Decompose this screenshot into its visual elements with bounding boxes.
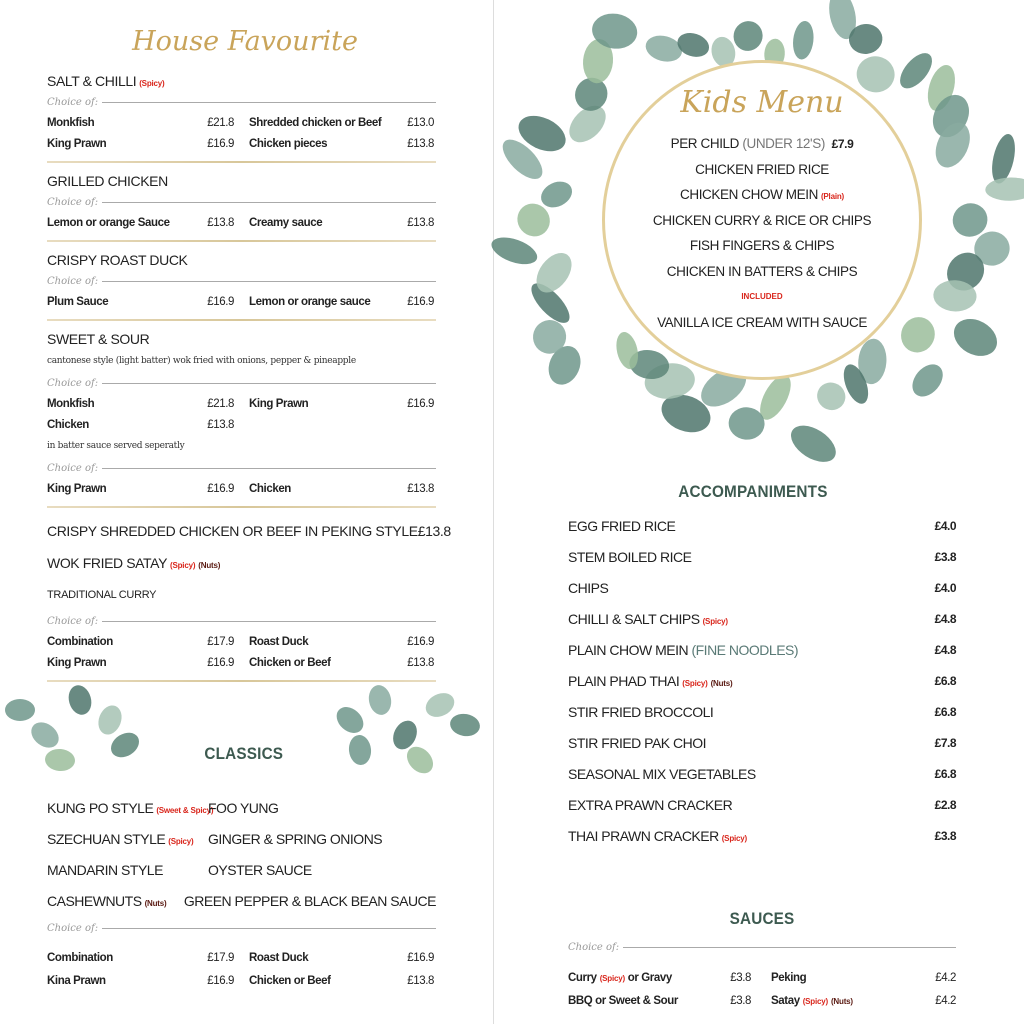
option-price: £16.9 bbox=[207, 137, 234, 150]
nuts-tag: (Nuts) bbox=[144, 898, 167, 908]
option-name: Chicken bbox=[249, 482, 291, 495]
menu-option bbox=[47, 217, 234, 229]
option-row bbox=[47, 631, 436, 652]
included-label: INCLUDED bbox=[741, 292, 783, 301]
item-name: CHILLI & SALT CHIPS (Spicy) bbox=[568, 610, 728, 627]
menu-option bbox=[249, 217, 434, 229]
divider-line bbox=[102, 281, 436, 282]
leaf-shape bbox=[347, 734, 372, 766]
leaf-shape bbox=[643, 32, 685, 66]
menu-option bbox=[47, 483, 234, 495]
separator-line bbox=[47, 680, 436, 682]
menu-option bbox=[771, 972, 956, 984]
style-name: MANDARIN STYLE bbox=[47, 861, 163, 878]
leaf-shape bbox=[94, 702, 125, 738]
kids-item: CHICKEN FRIED RICE bbox=[695, 161, 829, 177]
accompaniment-item bbox=[568, 820, 956, 851]
menu-option bbox=[47, 398, 234, 410]
accompaniment-item bbox=[568, 603, 956, 634]
dish-name: SWEET & SOUR bbox=[47, 331, 150, 347]
accompaniment-item bbox=[568, 789, 956, 820]
dish-name: SALT & CHILLI (Spicy) bbox=[47, 73, 165, 89]
choice-of-divider bbox=[47, 192, 436, 212]
dish-heading bbox=[47, 515, 451, 547]
option-price: £13.8 bbox=[207, 216, 234, 229]
nuts-tag: (Nuts) bbox=[198, 561, 221, 570]
choice-of-divider bbox=[47, 916, 436, 940]
option-name: Creamy sauce bbox=[249, 216, 323, 229]
item-price: £3.8 bbox=[934, 828, 956, 843]
choice-label: Choice of: bbox=[47, 377, 99, 389]
leaf-shape bbox=[791, 20, 815, 61]
leaf-shape bbox=[785, 418, 843, 469]
per-child-label: PER CHILD bbox=[670, 136, 740, 151]
menu-option bbox=[249, 117, 434, 129]
menu-option bbox=[249, 975, 434, 987]
option-price: £13.8 bbox=[407, 216, 434, 229]
choice-of-divider bbox=[568, 937, 956, 957]
option-price: £4.2 bbox=[935, 971, 956, 984]
kids-menu bbox=[602, 60, 922, 380]
choice-of-divider bbox=[47, 92, 436, 112]
item-name: STIR FRIED PAK CHOI bbox=[568, 734, 707, 751]
sauce-name: FOO YUNG bbox=[208, 799, 279, 816]
spicy-tag: (Plain) bbox=[820, 192, 844, 201]
item-price: £6.8 bbox=[934, 673, 956, 688]
menu-option bbox=[47, 952, 234, 964]
option-name: BBQ or Sweet & Sour bbox=[568, 994, 678, 1007]
item-price: £6.8 bbox=[934, 766, 956, 781]
leaf-shape bbox=[729, 17, 766, 55]
item-name: CHIPS bbox=[568, 579, 609, 596]
accompaniment-item bbox=[568, 572, 956, 603]
option-name: Combination bbox=[47, 951, 113, 964]
option-row bbox=[47, 478, 436, 499]
per-child-line bbox=[605, 131, 919, 157]
choice-of-divider bbox=[47, 458, 436, 478]
separator-line bbox=[47, 319, 436, 321]
style-row bbox=[47, 792, 436, 823]
divider-line bbox=[102, 621, 436, 622]
spicy-tag: (Spicy) bbox=[170, 561, 196, 570]
choice-label: Choice of: bbox=[47, 615, 99, 627]
option-row bbox=[47, 133, 436, 154]
leaf-shape bbox=[5, 699, 35, 721]
leaf-shape bbox=[906, 358, 949, 402]
spicy-tag: (Spicy) bbox=[702, 616, 728, 626]
house-favourite-title: House Favourite bbox=[132, 26, 358, 57]
style-name: SZECHUAN STYLE (Spicy) bbox=[47, 830, 194, 847]
menu-option bbox=[47, 636, 234, 648]
item-name: STEM BOILED RICE bbox=[568, 548, 692, 565]
option-row bbox=[568, 989, 956, 1012]
option-name: Chicken or Beef bbox=[249, 656, 331, 669]
sauce-name: GREEN PEPPER & BLACK BEAN SAUCE bbox=[183, 892, 436, 909]
option-name: Kina Prawn bbox=[47, 974, 106, 987]
leaf-shape bbox=[488, 232, 541, 269]
dish-description: cantonese style (light batter) wok fried with onions, pepper & pineapple bbox=[47, 356, 356, 366]
style-row bbox=[47, 823, 436, 854]
choice-label: Choice of: bbox=[47, 196, 99, 208]
option-price: £4.2 bbox=[935, 994, 956, 1007]
option-name: King Prawn bbox=[47, 137, 107, 150]
divider-line bbox=[623, 947, 956, 948]
divider-line bbox=[102, 102, 436, 103]
spicy-tag: (Spicy) bbox=[168, 836, 194, 846]
option-price: £16.9 bbox=[407, 295, 434, 308]
menu-option bbox=[249, 657, 434, 669]
option-name: Lemon or orange sauce bbox=[249, 295, 371, 308]
item-price: £7.8 bbox=[934, 735, 956, 750]
classics-section bbox=[47, 792, 436, 992]
spicy-tag: (Spicy) bbox=[682, 678, 708, 688]
leaf-shape bbox=[44, 748, 76, 773]
option-price: £21.8 bbox=[207, 397, 234, 410]
choice-label: Choice of: bbox=[568, 941, 620, 953]
option-price: £16.9 bbox=[207, 974, 234, 987]
dish-description: in batter sauce served seperatly bbox=[47, 441, 185, 451]
option-price: £3.8 bbox=[730, 994, 751, 1007]
dish-heading bbox=[47, 170, 436, 192]
gold-separator bbox=[47, 233, 436, 249]
dish-name: CRISPY ROAST DUCK bbox=[47, 252, 188, 268]
menu-option bbox=[249, 483, 434, 495]
divider-line bbox=[102, 928, 436, 929]
spicy-tag: (Spicy) bbox=[802, 996, 828, 1006]
item-price: £4.0 bbox=[934, 518, 956, 533]
choice-label: Choice of: bbox=[47, 922, 99, 934]
option-name: Chicken pieces bbox=[249, 137, 328, 150]
style-name: KUNG PO STYLE (Sweet & Spicy) bbox=[47, 799, 214, 816]
menu-option bbox=[568, 972, 751, 984]
option-row bbox=[47, 291, 436, 312]
option-name: Satay (Spicy) (Nuts) bbox=[771, 994, 853, 1007]
option-row bbox=[47, 946, 436, 969]
choice-of-divider bbox=[47, 373, 436, 393]
option-name: Curry (Spicy) or Gravy bbox=[568, 971, 672, 984]
kids-dessert: VANILLA ICE CREAM WITH SAUCE bbox=[657, 315, 867, 330]
option-price: £21.8 bbox=[207, 116, 234, 129]
item-name: PLAIN PHAD THAI (Spicy) (Nuts) bbox=[568, 672, 733, 689]
option-row bbox=[47, 969, 436, 992]
menu-option bbox=[249, 398, 434, 410]
option-price: £13.8 bbox=[407, 482, 434, 495]
option-price: £3.8 bbox=[730, 971, 751, 984]
separator-line bbox=[47, 240, 436, 242]
menu-option bbox=[47, 657, 234, 669]
option-price: £16.9 bbox=[207, 482, 234, 495]
menu-option bbox=[47, 975, 234, 987]
menu-option bbox=[47, 138, 234, 150]
option-row bbox=[47, 212, 436, 233]
option-row bbox=[568, 966, 956, 989]
option-name: Roast Duck bbox=[249, 951, 309, 964]
leaf-shape bbox=[422, 688, 459, 721]
spicy-tag: (Sweet & Spicy) bbox=[156, 805, 214, 815]
house-favourite-section bbox=[47, 70, 451, 689]
option-price: £13.8 bbox=[407, 656, 434, 669]
style-name: CASHEWNUTS (Nuts) bbox=[47, 892, 167, 909]
leaf-shape bbox=[448, 712, 481, 739]
kids-menu-title: Kids Menu bbox=[680, 85, 844, 120]
dish-price: £13.8 bbox=[417, 523, 451, 539]
item-price: £3.8 bbox=[934, 549, 956, 564]
leaf-shape bbox=[727, 406, 766, 441]
kids-item: CHICKEN IN BATTERS & CHIPS bbox=[666, 263, 858, 279]
item-note: (FINE NOODLES) bbox=[691, 641, 799, 658]
accompaniments-title: ACCOMPANIMENTS bbox=[678, 482, 828, 501]
accompaniment-item bbox=[568, 665, 956, 696]
option-name: King Prawn bbox=[249, 397, 309, 410]
choice-label: Choice of: bbox=[47, 275, 99, 287]
leaf-shape bbox=[812, 377, 851, 415]
option-name: Lemon or orange Sauce bbox=[47, 216, 170, 229]
option-price: £16.9 bbox=[407, 635, 434, 648]
nuts-tag: (Nuts) bbox=[830, 996, 853, 1006]
separator-line bbox=[47, 506, 436, 508]
accompaniment-item bbox=[568, 727, 956, 758]
item-name: PLAIN CHOW MEIN (FINE NOODLES) bbox=[568, 641, 799, 658]
gold-separator bbox=[47, 312, 436, 328]
sauces-title: SAUCES bbox=[729, 909, 795, 928]
kids-item: CHICKEN CURRY & RICE OR CHIPS bbox=[652, 212, 872, 228]
menu-option bbox=[47, 419, 234, 431]
dish-heading bbox=[47, 579, 436, 611]
accompaniment-item bbox=[568, 758, 956, 789]
option-price: £16.9 bbox=[407, 397, 434, 410]
option-price: £13.8 bbox=[407, 137, 434, 150]
accompaniments-list bbox=[568, 510, 956, 851]
option-name: Chicken or Beef bbox=[249, 974, 331, 987]
menu-option bbox=[249, 952, 434, 964]
sauces-section bbox=[568, 937, 956, 1012]
divider-line bbox=[102, 202, 436, 203]
item-price: £4.8 bbox=[934, 642, 956, 657]
option-price: £17.9 bbox=[207, 951, 234, 964]
item-name: THAI PRAWN CRACKER (Spicy) bbox=[568, 827, 747, 844]
gold-separator bbox=[47, 154, 436, 170]
item-price: £4.8 bbox=[934, 611, 956, 626]
divider-line bbox=[102, 468, 436, 469]
dish-heading bbox=[47, 249, 436, 271]
menu-option bbox=[47, 117, 234, 129]
gold-separator bbox=[47, 673, 436, 689]
option-row bbox=[47, 414, 436, 435]
separator-line bbox=[47, 161, 436, 163]
option-name: Roast Duck bbox=[249, 635, 309, 648]
menu-option bbox=[249, 138, 434, 150]
menu-option bbox=[47, 296, 234, 308]
item-name: SEASONAL MIX VEGETABLES bbox=[568, 765, 756, 782]
divider-line bbox=[102, 383, 436, 384]
spicy-tag: (Spicy) bbox=[139, 79, 165, 88]
option-name: Plum Sauce bbox=[47, 295, 109, 308]
option-name: Combination bbox=[47, 635, 113, 648]
kids-price: £7.9 bbox=[831, 137, 854, 151]
kids-item: FISH FINGERS & CHIPS bbox=[689, 238, 835, 253]
option-name: Monkfish bbox=[47, 116, 95, 129]
spicy-tag: (Spicy) bbox=[599, 973, 625, 983]
item-name: EGG FRIED RICE bbox=[568, 517, 676, 534]
menu-option bbox=[249, 636, 434, 648]
style-row bbox=[47, 885, 436, 916]
choice-label: Choice of: bbox=[47, 462, 99, 474]
leaf-shape bbox=[26, 717, 63, 753]
item-price: £4.0 bbox=[934, 580, 956, 595]
option-price: £13.0 bbox=[407, 116, 434, 129]
option-price: £16.9 bbox=[207, 295, 234, 308]
accompaniment-item bbox=[568, 696, 956, 727]
option-price: £16.9 bbox=[207, 656, 234, 669]
dish-name: WOK FRIED SATAY (Spicy) (Nuts) bbox=[47, 555, 221, 571]
sauce-name: GINGER & SPRING ONIONS bbox=[208, 830, 383, 847]
spicy-tag: (Spicy) bbox=[721, 833, 747, 843]
choice-of-divider bbox=[47, 271, 436, 291]
dish-name: GRILLED CHICKEN bbox=[47, 173, 168, 189]
leaf-shape bbox=[331, 702, 368, 738]
item-name: EXTRA PRAWN CRACKER bbox=[568, 796, 733, 813]
item-price: £2.8 bbox=[934, 797, 956, 812]
leaf-shape bbox=[985, 177, 1024, 202]
dish-heading bbox=[47, 328, 436, 350]
option-price: £16.9 bbox=[407, 951, 434, 964]
option-row bbox=[47, 652, 436, 673]
style-row bbox=[47, 854, 436, 885]
gold-separator bbox=[47, 499, 436, 515]
item-price: £6.8 bbox=[934, 704, 956, 719]
choice-of-divider bbox=[47, 611, 436, 631]
dish-heading bbox=[47, 547, 436, 579]
option-name: Monkfish bbox=[47, 397, 95, 410]
kids-item: CHICKEN CHOW MEIN (Plain) bbox=[680, 187, 844, 202]
leaf-shape bbox=[537, 177, 577, 213]
option-price: £13.8 bbox=[207, 418, 234, 431]
nuts-tag: (Nuts) bbox=[710, 678, 733, 688]
option-row bbox=[47, 393, 436, 414]
accompaniment-item bbox=[568, 541, 956, 572]
option-name: Peking bbox=[771, 971, 807, 984]
menu-option bbox=[568, 995, 751, 1007]
accompaniment-item bbox=[568, 510, 956, 541]
option-row bbox=[47, 112, 436, 133]
choice-label: Choice of: bbox=[47, 96, 99, 108]
dish-heading bbox=[47, 70, 436, 92]
spacer bbox=[568, 957, 956, 966]
option-name: Chicken bbox=[47, 418, 89, 431]
item-name: STIR FRIED BROCCOLI bbox=[568, 703, 714, 720]
sauce-name: OYSTER SAUCE bbox=[208, 861, 312, 878]
option-price: £17.9 bbox=[207, 635, 234, 648]
accompaniment-item bbox=[568, 634, 956, 665]
leaf-shape bbox=[947, 312, 1003, 364]
classics-title: CLASSICS bbox=[204, 744, 284, 763]
dish-name: TRADITIONAL CURRY bbox=[47, 589, 157, 601]
dish-name: CRISPY SHREDDED CHICKEN OR BEEF IN PEKING STYLE bbox=[47, 523, 418, 539]
menu-option bbox=[249, 296, 434, 308]
option-name: Shredded chicken or Beef bbox=[249, 116, 382, 129]
menu-option bbox=[771, 995, 956, 1007]
option-name: King Prawn bbox=[47, 656, 107, 669]
option-price: £13.8 bbox=[407, 974, 434, 987]
age-limit: (UNDER 12'S) bbox=[742, 136, 825, 151]
option-name: King Prawn bbox=[47, 482, 107, 495]
